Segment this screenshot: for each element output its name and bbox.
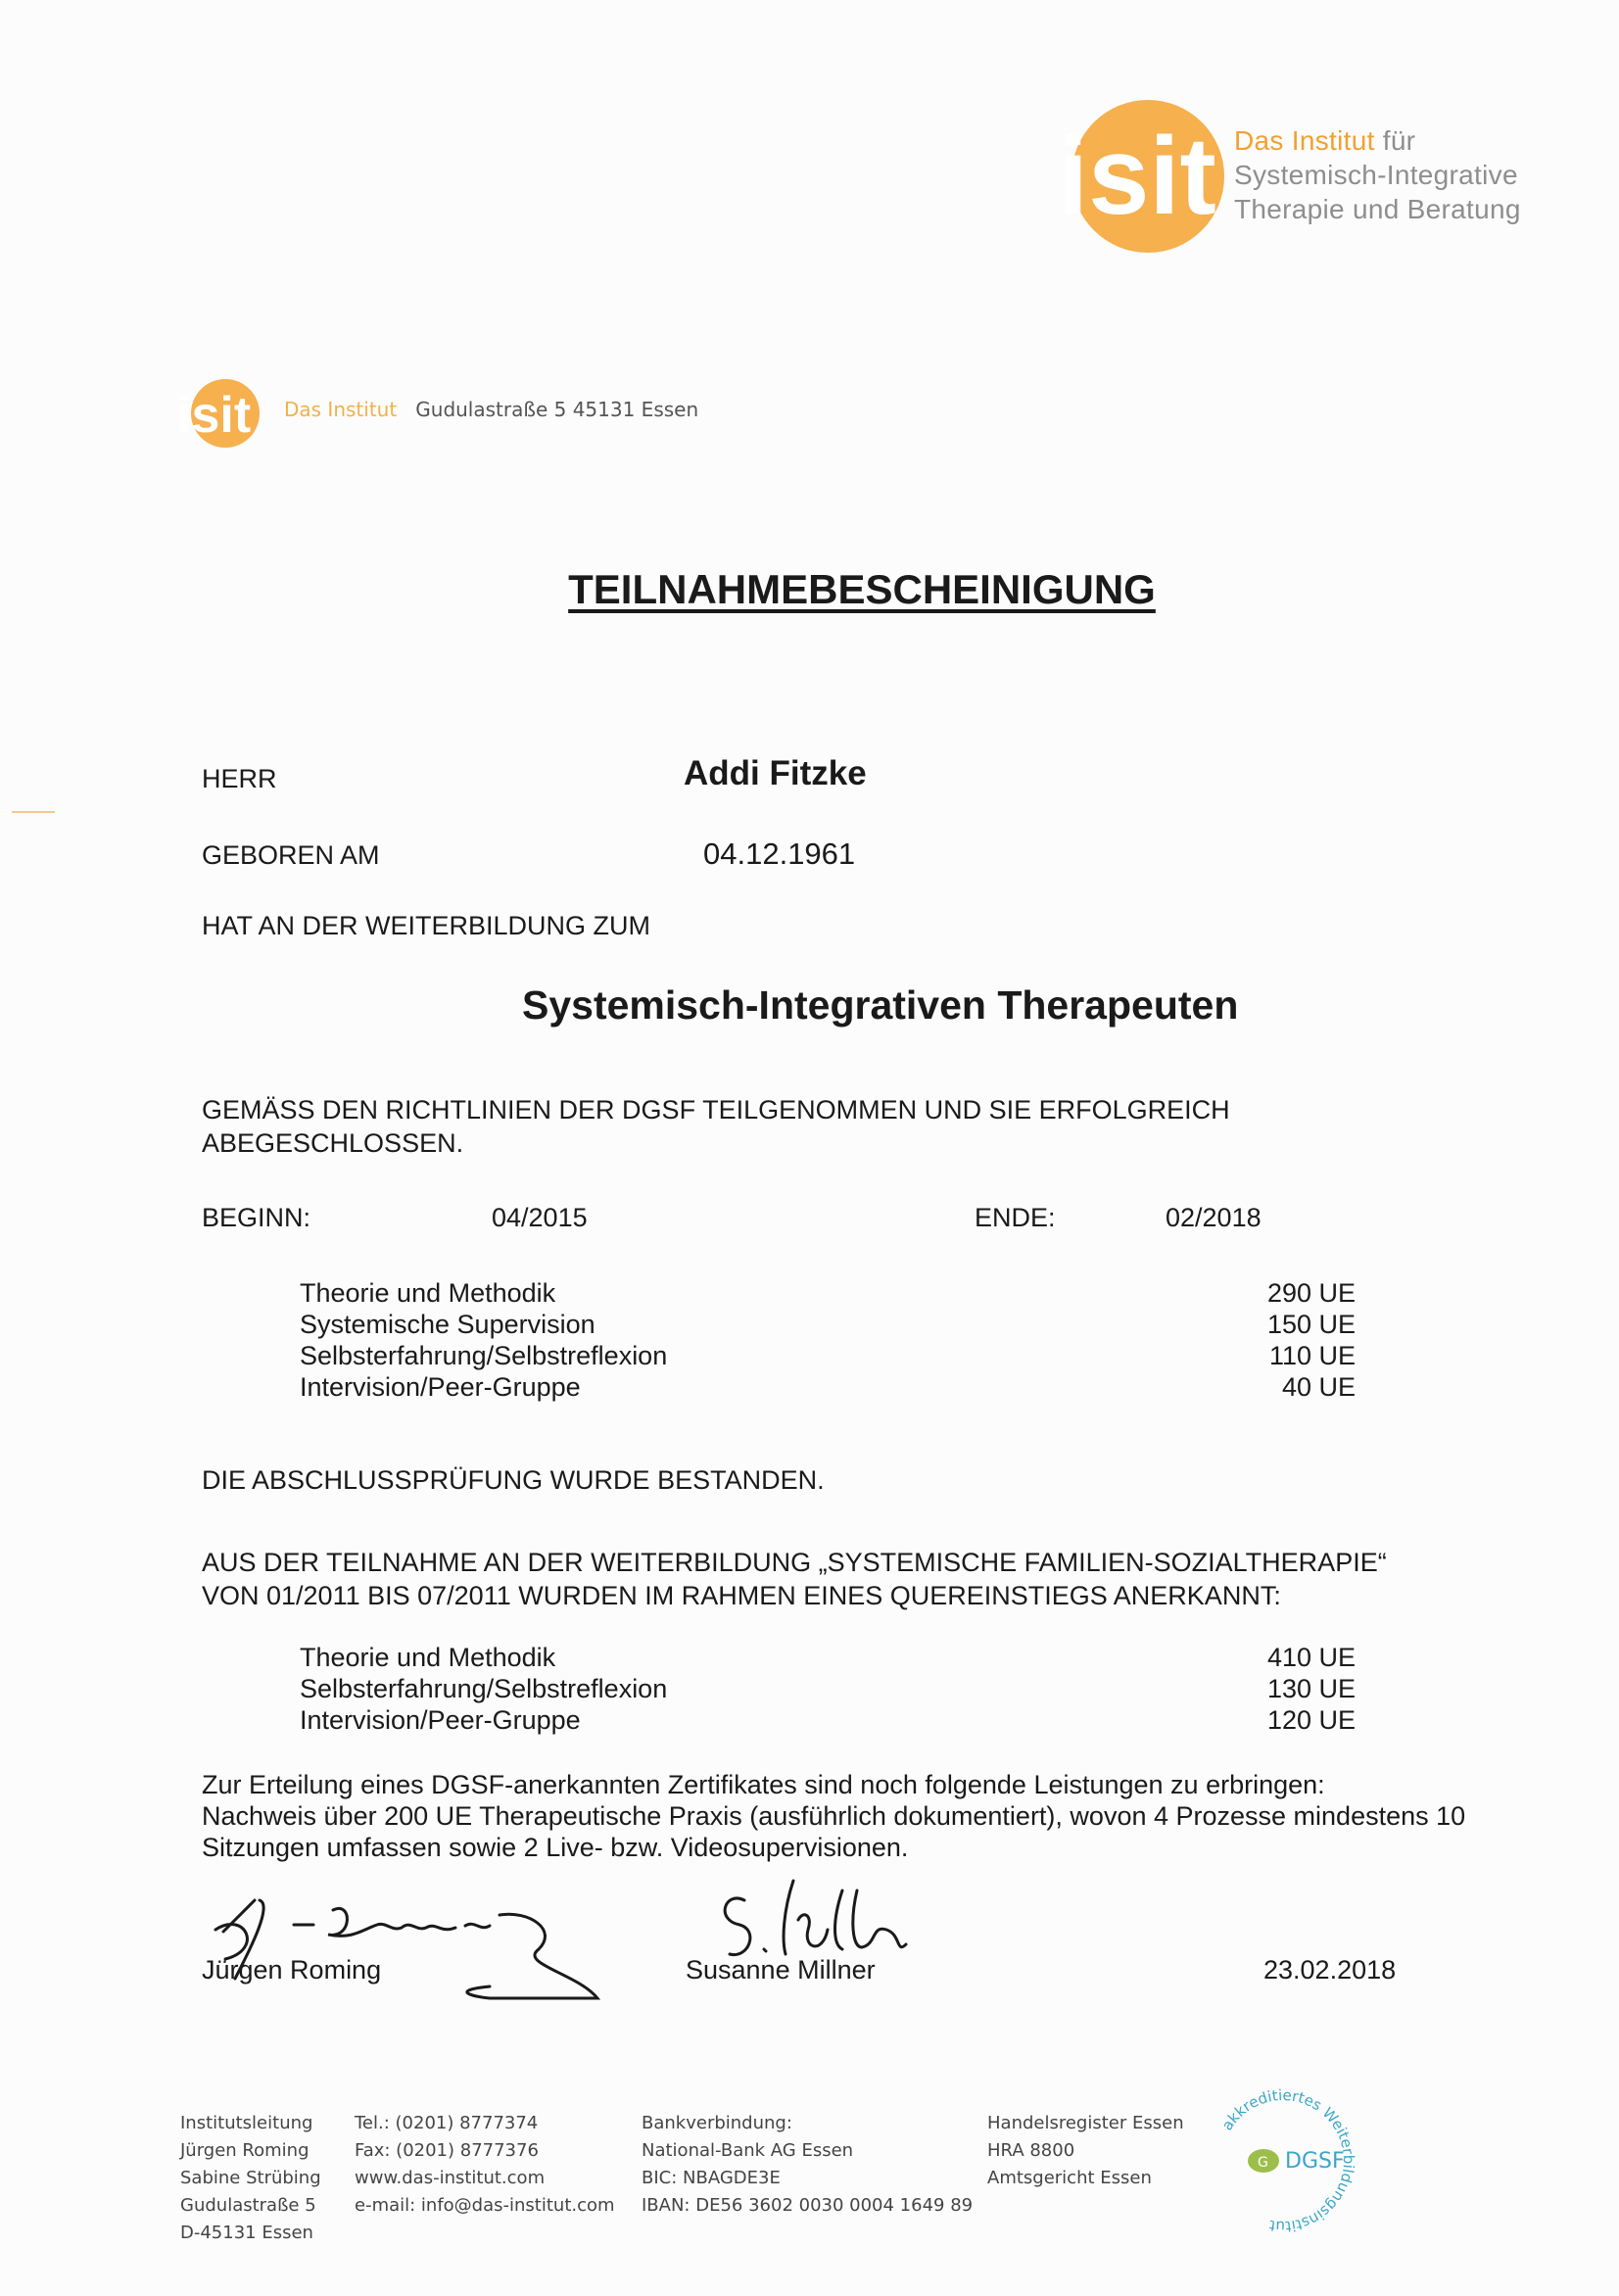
footer-bank bbox=[642, 2110, 973, 2220]
signer-millner: Susanne Millner bbox=[686, 1955, 876, 1985]
footer-text: Handelsregister Essen bbox=[987, 2113, 1184, 2133]
hours-label: Selbsterfahrung/Selbstreflexion bbox=[300, 1341, 668, 1370]
isit-logo-small bbox=[174, 378, 268, 449]
logo-lettering: isit bbox=[1058, 115, 1216, 237]
footer-text: D-45131 Essen bbox=[180, 2223, 313, 2243]
seal-ring-text: akkreditiertes Weiterbildungsinstitut bbox=[1217, 2085, 1358, 2236]
hours-value: 40 UE bbox=[1281, 1372, 1356, 1402]
hours-table bbox=[300, 1277, 1356, 1403]
hours-row bbox=[300, 1309, 1356, 1340]
course-title: Systemisch-Integrativen Therapeuten bbox=[522, 982, 1239, 1028]
hours-row bbox=[300, 1277, 1356, 1309]
note-line1: Zur Erteilung eines DGSF-anerkannten Zertifikates sind noch folgende Leistungen zu erbringen: bbox=[202, 1770, 1325, 1799]
prior-hours-table bbox=[300, 1642, 1356, 1736]
footer-link: www.das-institut.com bbox=[355, 2168, 546, 2188]
institute-name-line2: Systemisch-Integrative bbox=[1234, 160, 1518, 190]
signer-roming: Jürgen Roming bbox=[202, 1955, 382, 1985]
institute-name-orange: Das Institut bbox=[1234, 125, 1375, 156]
footer-management bbox=[180, 2110, 321, 2247]
sender-line bbox=[284, 398, 698, 421]
hours-row bbox=[300, 1340, 1356, 1371]
prior-line2: VON 01/2011 BIS 07/2011 WURDEN IM RAHMEN EINES QUEREINSTIEGS ANERKANNT: bbox=[202, 1581, 1281, 1610]
prior-line1: AUS DER TEILNAHME AN DER WEITERBILDUNG „SYSTEMISCHE FAMILIEN-SOZIALTHERAPIE“ bbox=[202, 1548, 1387, 1577]
certificate-note bbox=[202, 1769, 1465, 1863]
begin-label: BEGINN: bbox=[202, 1203, 311, 1232]
begin-value: 04/2015 bbox=[492, 1203, 588, 1232]
exam-result: DIE ABSCHLUSSPRÜFUNG WURDE BESTANDEN. bbox=[202, 1465, 825, 1495]
footer-text: HRA 8800 bbox=[987, 2140, 1075, 2161]
footer-text: Amtsgericht Essen bbox=[987, 2168, 1152, 2188]
footer-text: Bankverbindung: bbox=[642, 2113, 792, 2133]
hours-label: Intervision/Peer-Gruppe bbox=[300, 1705, 581, 1735]
participant-name: Addi Fitzke bbox=[684, 754, 867, 792]
sender-name: Das Institut bbox=[284, 398, 398, 421]
footer-register bbox=[987, 2110, 1184, 2192]
hours-row bbox=[300, 1371, 1356, 1403]
hours-value: 110 UE bbox=[1268, 1341, 1356, 1370]
hours-value: 290 UE bbox=[1266, 1278, 1356, 1308]
signature-roming bbox=[206, 1871, 617, 2018]
footer-text: Gudulastraße 5 bbox=[180, 2195, 316, 2216]
hours-value: 130 UE bbox=[1266, 1674, 1356, 1703]
hours-label: Selbsterfahrung/Selbstreflexion bbox=[300, 1674, 668, 1703]
note-line3: Sitzungen umfassen sowie 2 Live- bzw. Videosupervisionen. bbox=[202, 1833, 909, 1862]
prior-hours-row bbox=[300, 1673, 1356, 1704]
salutation-label: HERR bbox=[202, 764, 277, 793]
issue-date: 23.02.2018 bbox=[1263, 1955, 1397, 1985]
fold-mark bbox=[12, 811, 55, 813]
guidelines-line2: ABEGESCHLOSSEN. bbox=[202, 1128, 464, 1158]
seal-letter: G bbox=[1258, 2155, 1268, 2171]
prior-hours-row bbox=[300, 1642, 1356, 1673]
dgsf-seal bbox=[1205, 2082, 1361, 2239]
footer-text: IBAN: DE56 3602 0030 0004 1649 89 bbox=[642, 2195, 974, 2216]
birthdate: 04.12.1961 bbox=[703, 837, 856, 871]
guidelines-text bbox=[202, 1093, 1230, 1160]
hours-label: Intervision/Peer-Gruppe bbox=[300, 1372, 581, 1402]
seal-label: DGSF bbox=[1285, 2149, 1345, 2174]
footer-text: Tel.: (0201) 8777374 bbox=[355, 2113, 539, 2133]
prior-training-text bbox=[202, 1546, 1387, 1612]
footer-text: Fax: (0201) 8777376 bbox=[355, 2140, 539, 2161]
footer-text: BIC: NBAGDE3E bbox=[642, 2168, 781, 2188]
end-value: 02/2018 bbox=[1166, 1203, 1262, 1232]
hours-value: 150 UE bbox=[1266, 1310, 1356, 1339]
born-label: GEBOREN AM bbox=[202, 840, 380, 870]
footer-text: National-Bank AG Essen bbox=[642, 2140, 854, 2161]
hours-label: Systemische Supervision bbox=[300, 1310, 595, 1339]
hours-value: 120 UE bbox=[1266, 1705, 1356, 1735]
certificate-title: TEILNAHMEBESCHEINIGUNG bbox=[568, 566, 1156, 612]
hours-label: Theorie und Methodik bbox=[300, 1278, 556, 1308]
prior-hours-row bbox=[300, 1704, 1356, 1736]
note-line2: Nachweis über 200 UE Therapeutische Praxis (ausführlich dokumentiert), wovon 4 Prozesse mindestens 10 bbox=[202, 1801, 1466, 1831]
hours-label: Theorie und Methodik bbox=[300, 1643, 556, 1672]
isit-logo bbox=[1050, 98, 1226, 255]
footer-text: Jürgen Roming bbox=[180, 2140, 310, 2161]
end-label: ENDE: bbox=[975, 1203, 1056, 1232]
hours-value: 410 UE bbox=[1266, 1643, 1356, 1672]
institute-name-fuer: für bbox=[1374, 125, 1416, 156]
training-intro: HAT AN DER WEITERBILDUNG ZUM bbox=[202, 911, 651, 940]
institute-name-line3: Therapie und Beratung bbox=[1234, 194, 1521, 224]
footer-text: e-mail: info@das-institut.com bbox=[355, 2195, 615, 2216]
institute-name bbox=[1234, 123, 1521, 226]
footer-text: Sabine Strübing bbox=[180, 2168, 321, 2188]
footer-text: Institutsleitung bbox=[180, 2113, 313, 2133]
guidelines-line1: GEMÄSS DEN RICHTLINIEN DER DGSF TEILGENOMMEN UND SIE ERFOLGREICH bbox=[202, 1095, 1230, 1124]
sender-address: Gudulastraße 5 45131 Essen bbox=[415, 398, 699, 421]
footer-contact bbox=[355, 2110, 615, 2220]
logo-small-lettering: isit bbox=[177, 387, 252, 444]
